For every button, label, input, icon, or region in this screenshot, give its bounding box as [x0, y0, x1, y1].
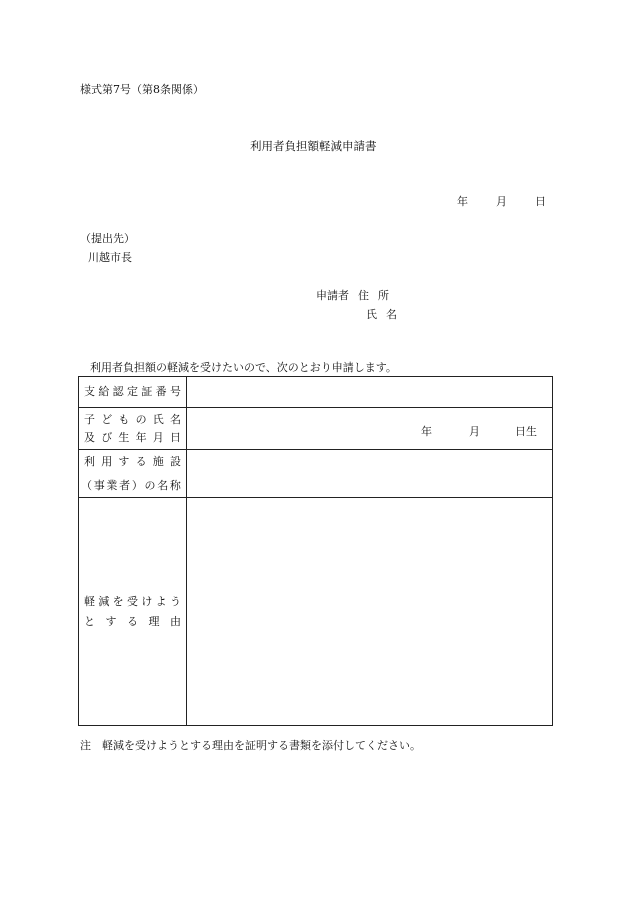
table-row — [79, 377, 553, 408]
certificate-number-label: 支 給 認 定 証 番 号 — [79, 377, 187, 408]
birth-day-label: 日生 — [515, 425, 537, 438]
applicant-block — [316, 287, 397, 325]
table-row — [79, 450, 553, 498]
child-name-birth-field[interactable] — [187, 408, 553, 450]
birth-year-label: 年 — [421, 425, 432, 438]
reduction-reason-label: 軽 減 を 受 け よ う と す る 理 由 — [79, 498, 187, 726]
name-label-2: 名 — [386, 308, 397, 321]
facility-name-label: 利 用 す る 施 設 （ 事 業 者 ） の 名 称 — [79, 450, 187, 498]
table-row — [79, 498, 553, 726]
submit-to-label: （提出先） — [80, 232, 135, 245]
attachment-note: 注 軽減を受けようとする理由を証明する書類を添付してください。 — [80, 739, 421, 752]
application-table — [78, 376, 553, 726]
applicant-role-label: 申請者 — [316, 289, 349, 302]
reduction-reason-field[interactable] — [187, 498, 553, 726]
certificate-number-field[interactable] — [187, 377, 553, 408]
facility-name-field[interactable] — [187, 450, 553, 498]
date-year-label: 年 — [457, 195, 468, 208]
name-label-1: 氏 — [366, 308, 377, 321]
document-title: 利用者負担額軽減申請書 — [250, 139, 377, 153]
application-date — [457, 193, 546, 209]
birth-month-label: 月 — [469, 425, 480, 438]
table-row — [79, 408, 553, 450]
address-label-1: 住 — [358, 289, 369, 302]
address-label-2: 所 — [378, 289, 389, 302]
date-month-label: 月 — [496, 195, 507, 208]
submit-target: 川越市長 — [88, 251, 132, 264]
form-number: 様式第7号（第8条関係） — [80, 83, 204, 96]
child-name-birth-label: 子 ど も の 氏 名 及 び 生 年 月 日 — [79, 408, 187, 450]
date-day-label: 日 — [535, 195, 546, 208]
intro-text: 利用者負担額の軽減を受けたいので、次のとおり申請します。 — [90, 361, 397, 374]
